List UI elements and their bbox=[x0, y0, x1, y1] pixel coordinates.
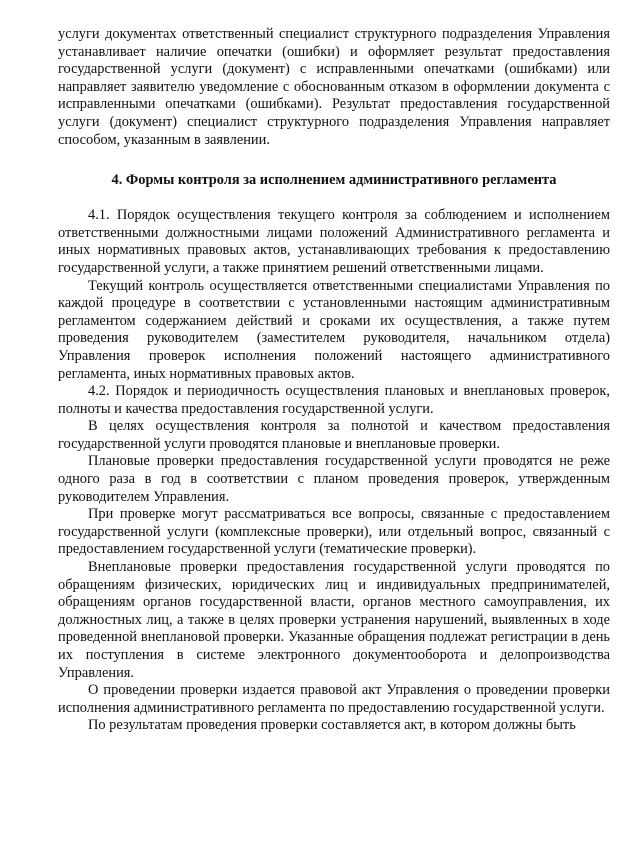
paragraph-check-results: По результатам проведения проверки составляется акт, в котором должны быть bbox=[88, 717, 576, 734]
paragraph-unplanned-checks: Внеплановые проверки предоставления государственной услуги проводятся по обращениям физических, юридических лиц и индивидуальных предпринимателей, обращениям органов государственной власти, органов местного самоуправления, их должностных лиц, а также в целях проверки устранения нарушений, выявленных в ходе проведенной внеплановой проверки. Указанные обращения подлежат регистрации в день их поступления в системе электронного документооборота и делопроизводства Управления. bbox=[58, 559, 610, 681]
section-heading: 4. Формы контроля за исполнением административного регламента bbox=[111, 172, 557, 189]
document-page bbox=[58, 26, 610, 735]
paragraph-4-1: 4.1. Порядок осуществления текущего контроля за соблюдением и исполнением ответственными должностными лицами положений Административного регламента и иных нормативных правовых актов, устанавливающих требования к предоставлению государственной услуги, а также принятием решений ответственными лицами. bbox=[58, 207, 610, 276]
paragraph-check-act: О проведении проверки издается правовой акт Управления о проведении проверки исполнения административного регламента по предоставлению государственной услуги. bbox=[58, 682, 610, 716]
paragraph-current-control: Текущий контроль осуществляется ответственными специалистами Управления по каждой процедуре в соответствии с установленными настоящим административным регламентом содержанием действий и сроками их осуществления, а также путем проведения руководителем (заместителем руководителя, начальником отдела) Управления проверок исполнения положений настоящего административного регламента, иных нормативных правовых актов. bbox=[58, 277, 610, 382]
paragraph-check-scope: При проверке могут рассматриваться все вопросы, связанные с предоставлением государственной услуги (комплексные проверки), или отдельный вопрос, связанный с предоставлением государственной услуги (тематические проверки). bbox=[58, 506, 610, 558]
intro-paragraph: услуги документах ответственный специалист структурного подразделения Управления устанавливает наличие опечатки (ошибки) и оформляет результат предоставления государственной услуги (документ) с исправленными опечатками (ошибками) или направляет заявителю уведомление с обоснованным отказом в оформлении документа с исправленными опечатками (ошибками). Результат предоставления государственной услуги (документ) специалист структурного подразделения Управления направляет способом, указанным в заявлении. bbox=[58, 26, 610, 148]
paragraph-4-2: 4.2. Порядок и периодичность осуществления плановых и внеплановых проверок, полноты и качества предоставления государственной услуги. bbox=[58, 383, 610, 417]
paragraph-planned-checks: Плановые проверки предоставления государственной услуги проводятся не реже одного раза в год в соответствии с планом проведения проверок, утвержденным руководителем Управления. bbox=[58, 453, 610, 505]
paragraph-control-purpose: В целях осуществления контроля за полнотой и качеством предоставления государственной услуги проводятся плановые и внеплановые проверки. bbox=[58, 418, 610, 452]
